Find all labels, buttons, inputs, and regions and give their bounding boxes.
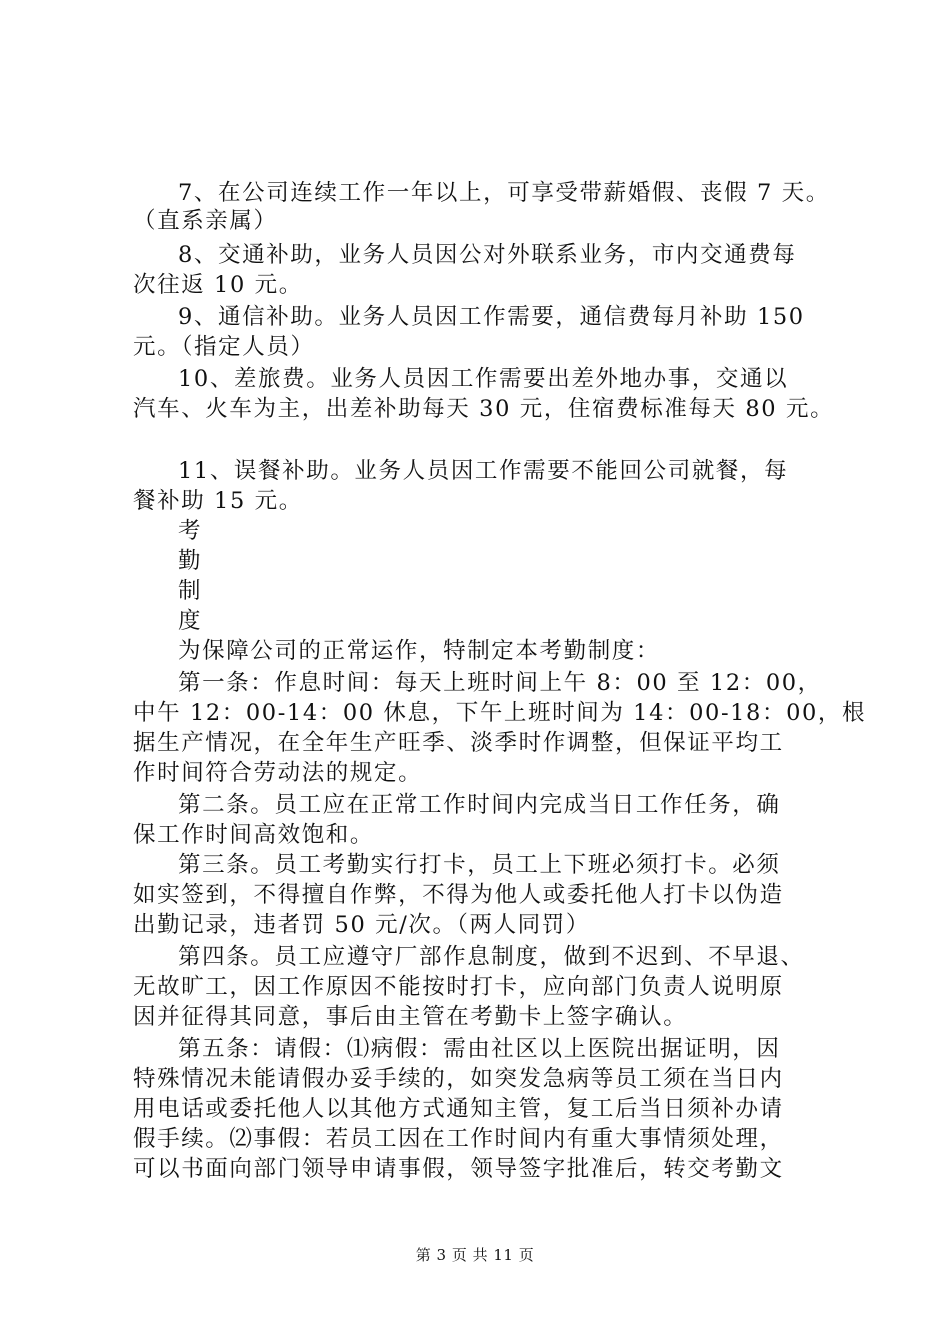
text-line: 11、误餐补助。业务人员因工作需要不能回公司就餐，每 bbox=[178, 458, 789, 484]
text-line: 因并征得其同意，事后由主管在考勤卡上签字确认。 bbox=[133, 1004, 688, 1030]
text-line: 8、交通补助，业务人员因公对外联系业务，市内交通费每 bbox=[178, 242, 797, 268]
text-line: 无故旷工，因工作原因不能按时打卡，应向部门负责人说明原 bbox=[133, 974, 784, 1000]
text-line: 元。（指定人员） bbox=[133, 334, 315, 360]
section-title-char: 度 bbox=[178, 608, 203, 634]
text-line: 特殊情况未能请假办妥手续的，如突发急病等员工须在当日内 bbox=[133, 1066, 784, 1092]
text-line: 7、在公司连续工作一年以上，可享受带薪婚假、丧假 7 天。 bbox=[178, 180, 830, 206]
text-line: 保工作时间高效饱和。 bbox=[133, 822, 375, 848]
text-line: 9、通信补助。业务人员因工作需要，通信费每月补助 150 bbox=[178, 304, 805, 330]
text-line: 为保障公司的正常运作，特制定本考勤制度： bbox=[178, 638, 661, 664]
text-line: 中午 12：00-14：00 休息，下午上班时间为 14：00-18：00，根 bbox=[133, 700, 867, 726]
text-line: 据生产情况，在全年生产旺季、淡季时作调整，但保证平均工 bbox=[133, 730, 784, 756]
section-title-char: 制 bbox=[178, 578, 203, 604]
text-line: 第五条：请假：⑴病假：需由社区以上医院出据证明，因 bbox=[178, 1036, 781, 1062]
text-line: 第一条：作息时间：每天上班时间上午 8：00 至 12：00， bbox=[178, 670, 822, 696]
text-line: 第二条。员工应在正常工作时间内完成当日工作任务，确 bbox=[178, 792, 781, 818]
text-line: 汽车、火车为主，出差补助每天 30 元，住宿费标准每天 80 元。 bbox=[133, 396, 835, 422]
text-line: 次往返 10 元。 bbox=[133, 272, 303, 298]
text-line: 第三条。员工考勤实行打卡，员工上下班必须打卡。必须 bbox=[178, 852, 781, 878]
text-line: 出勤记录，违者罚 50 元/次。（两人同罚） bbox=[133, 912, 590, 938]
section-title-char: 勤 bbox=[178, 548, 203, 574]
text-line: 假手续。⑵事假：若员工因在工作时间内有重大事情须处理， bbox=[133, 1126, 784, 1152]
text-line: 第四条。员工应遵守厂部作息制度，做到不迟到、不早退、 bbox=[178, 944, 805, 970]
text-line: 如实签到，不得擅自作弊，不得为他人或委托他人打卡以伪造 bbox=[133, 882, 784, 908]
section-title-char: 考 bbox=[178, 518, 203, 544]
text-line: 可以书面向部门领导申请事假，领导签字批准后，转交考勤文 bbox=[133, 1156, 784, 1182]
text-line: 用电话或委托他人以其他方式通知主管，复工后当日须补办请 bbox=[133, 1096, 784, 1122]
text-line: 餐补助 15 元。 bbox=[133, 488, 303, 514]
page-footer: 第 3 页 共 11 页 bbox=[415, 1246, 535, 1264]
text-line: 作时间符合劳动法的规定。 bbox=[133, 760, 423, 786]
text-line: （直系亲属） bbox=[133, 208, 278, 234]
text-line: 10、差旅费。业务人员因工作需要出差外地办事，交通以 bbox=[178, 366, 789, 392]
